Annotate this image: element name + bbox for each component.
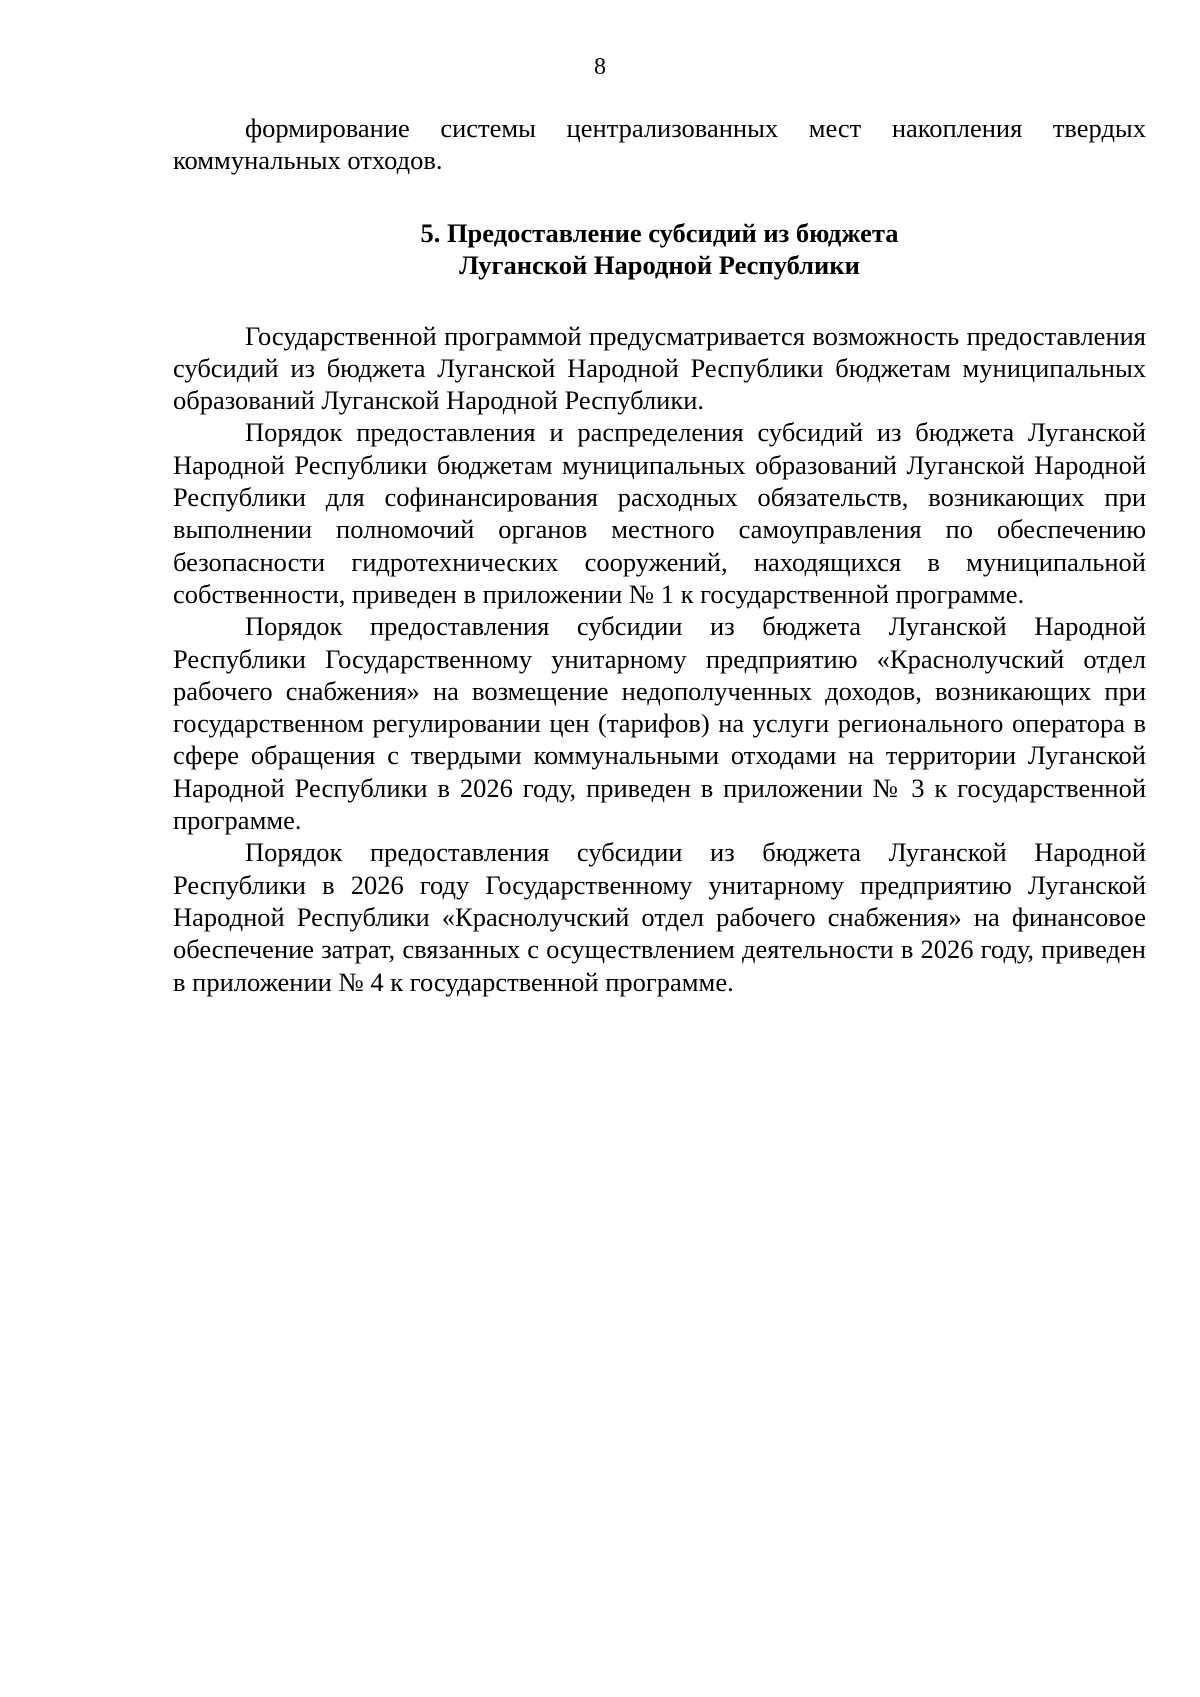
section-heading-line-1: 5. Предоставление субсидий из бюджета	[420, 217, 899, 248]
paragraph-order-appendix-4: Порядок предоставления субсидии из бюджета Луганской Народной Республики в 2026 году Государственному унитарному предприятию Луганской Народной Республики «Краснолучский отдел рабочего снабжения» на финансовое обеспечение затрат, связанных с осуществлением деятельности в 2026 году, приведен в приложении № 4 к государственной программе.	[173, 837, 1146, 997]
paragraph-order-appendix-1: Порядок предоставления и распределения субсидий из бюджета Луганской Народной Республики бюджетам муниципальных образований Луганской Народной Республики для софинансирования расходных обязательств, возникающих при выполнении полномочий органов местного самоуправления по обеспечению безопасности гидротехнических сооружений, находящихся в муниципальной собственности, приведен в приложении № 1 к государственной программе.	[173, 417, 1146, 609]
paragraph-order-appendix-3: Порядок предоставления субсидии из бюджета Луганской Народной Республики Государственному унитарному предприятию «Краснолучский отдел рабочего снабжения» на возмещение недополученных доходов, возникающих при государственном регулировании цен (тарифов) на услуги регионального оператора в сфере обращения с твердыми коммунальными отходами на территории Луганской Народной Республики в 2026 году, приведен в приложении № 3 к государственной программе.	[173, 611, 1146, 836]
page-number: 8	[594, 54, 606, 80]
section-heading	[173, 217, 1146, 281]
document-body	[173, 112, 1146, 998]
paragraph-program-subsidies: Государственной программой предусматривается возможность предоставления субсидий из бюджета Луганской Народной Республики бюджетам муниципальных образований Луганской Народной Республики.	[173, 320, 1146, 416]
paragraph-continued: формирование системы централизованных мест накопления твердых коммунальных отходов.	[173, 113, 1146, 176]
section-heading-line-2: Луганской Народной Республики	[459, 249, 860, 280]
